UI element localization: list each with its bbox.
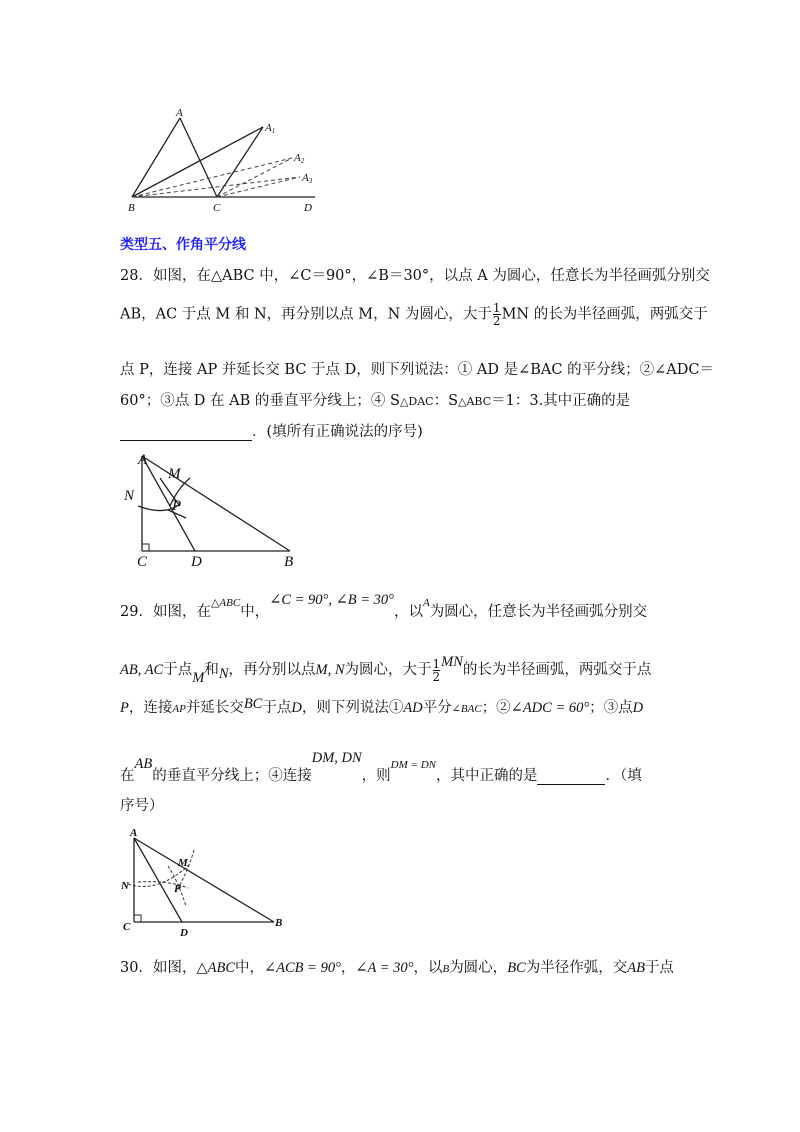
q28-line-3: 点 P，连接 AP 并延长交 BC 于点 D，则下列说法：① AD 是∠BAC 的平分线；②∠ADC＝ [120,362,714,378]
label-A: A [176,107,183,119]
label-D: D [191,554,202,568]
q29-line-2: AB, AC于点M和N，再分别以点M, N为圆心，大于 $\frac{1}{2}$ MN的长为半径画弧，两弧交于点 [120,654,652,686]
figure-3-bisector [118,826,293,941]
label-P: P [174,883,181,895]
q30-line-1: 30．如图，△ABC中，∠ACB = 90°，∠A = 30°，以B为圆心，BC为半径作弧，交AB于点 [120,960,674,976]
label-C: C [123,921,131,933]
label-D: D [180,927,188,939]
label-A: A [138,452,148,468]
section-title: 类型五、作角平分线 [120,237,246,253]
figure-1-triangles [120,105,330,215]
q28-line-2: AB，AC 于点 M 和 N，再分别以点 M，N 为圆心，大于 $\frac{1}{2}$ MN 的长为半径画弧，两弧交于 [120,301,708,328]
q29-line-4: 在AB的垂直平分线上；④连接DM, DN，则$^{DM = DN}$，其中正确的是 ．（填 [120,750,642,784]
answer-blank-29[interactable] [537,768,605,785]
fraction-half: $\frac{1}{2}$ [492,301,501,328]
label-A1: A1 [265,122,276,135]
fraction-half: $\frac{1}{2}$ [432,656,441,684]
label-N: N [121,880,129,892]
label-C: C [137,554,148,568]
label-B: B [275,917,283,929]
q28-line-1: 28．如图，在△ABC 中，∠C＝90°，∠B＝30°，以点 A 为圆心，任意长为半径画弧分别交 [120,268,710,284]
label-B: B [128,202,135,214]
label-M: M [168,466,181,482]
label-C: C [213,202,221,214]
label-P: P [172,498,182,514]
q29-line-1: 29．如图，在$^{\triangle ABC}$中，∠C = 90°, ∠B = 30°，以$^A$为圆心，任意长为半径画弧分别交 [120,592,648,620]
q29-line-5: 序号） [120,798,164,814]
figure-2-bisector [120,448,310,568]
q29-line-3: P，连接AP并延长交BC于点D，则下列说法①AD平分∠BAC；②∠ADC = 60°；③点D [120,696,644,716]
label-A: A [130,827,138,839]
label-D: D [304,202,312,214]
q28-line-5: ．(填所有正确说法的序号) [120,420,423,441]
label-A3: A3 [302,172,313,185]
answer-blank-28[interactable] [120,424,252,441]
label-A2: A2 [294,152,305,165]
q28-line-4: 60°；③点 D 在 AB 的垂直平分线上；④ S△DAC：S△ABC＝1：3.其中正确的是 [120,393,631,409]
label-M: M [178,857,188,869]
label-B: B [284,554,294,568]
label-N: N [124,488,135,504]
